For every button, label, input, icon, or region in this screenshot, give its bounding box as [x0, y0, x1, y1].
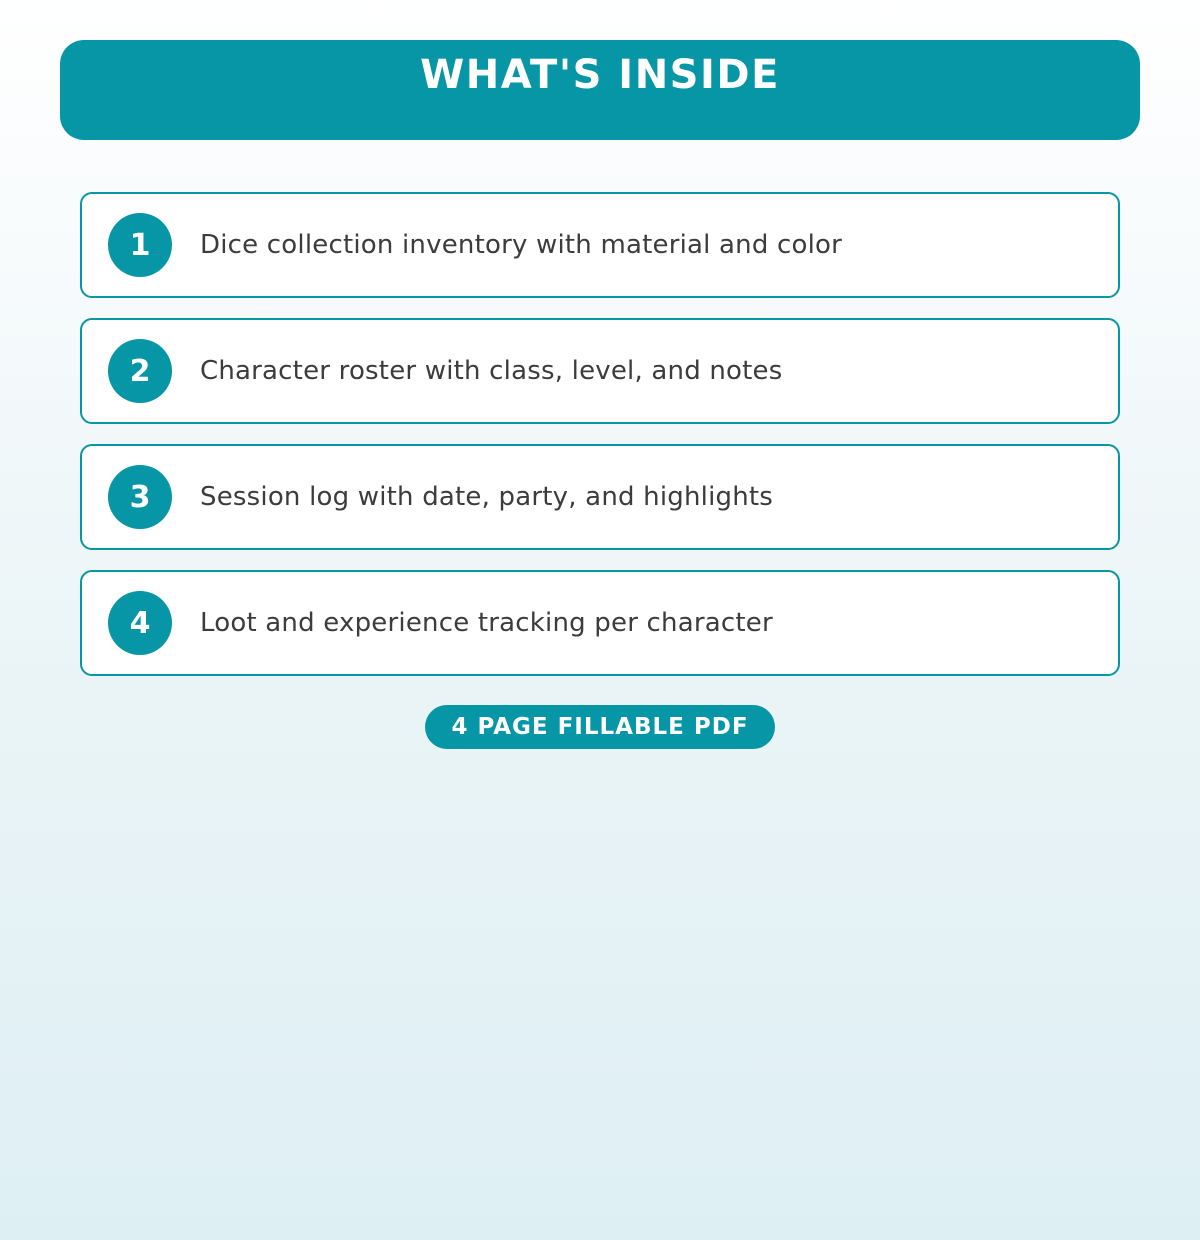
item-number-badge [108, 213, 172, 277]
item-text: Character roster with class, level, and notes [200, 356, 783, 386]
header-banner [60, 40, 1140, 140]
item-text: Session log with date, party, and highlights [200, 482, 774, 512]
item-number: 4 [129, 605, 151, 641]
feature-list [80, 192, 1120, 676]
item-text: Loot and experience tracking per character [200, 608, 773, 638]
page-title: WHAT'S INSIDE [420, 52, 780, 98]
pdf-info-badge: 4 PAGE FILLABLE PDF [425, 705, 774, 749]
item-number-badge [108, 339, 172, 403]
item-number: 1 [129, 227, 151, 263]
item-text: Dice collection inventory with material and color [200, 230, 843, 260]
list-item [80, 570, 1120, 676]
list-item [80, 444, 1120, 550]
item-number: 3 [129, 479, 151, 515]
list-item [80, 192, 1120, 298]
item-number-badge [108, 591, 172, 655]
item-number-badge [108, 465, 172, 529]
item-number: 2 [129, 353, 151, 389]
list-item [80, 318, 1120, 424]
